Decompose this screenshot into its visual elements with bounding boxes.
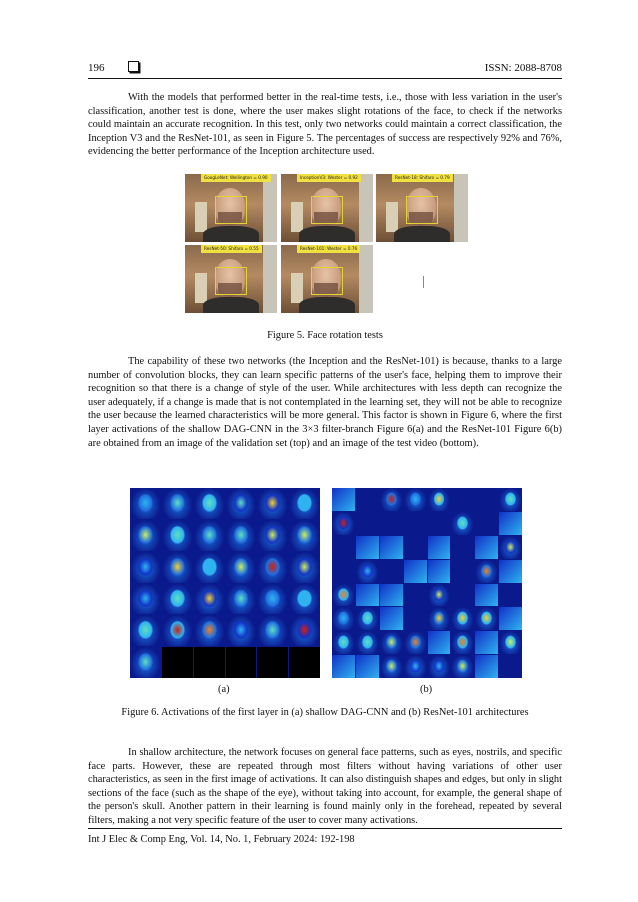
activation-tile: [332, 607, 355, 630]
activation-tile: [451, 584, 474, 607]
square-ornament-icon: [128, 61, 139, 72]
activation-tile: [451, 560, 474, 583]
activation-tile: [475, 607, 498, 630]
activation-tile: [162, 584, 193, 615]
activation-tile: [451, 536, 474, 559]
activation-tile: [404, 631, 427, 654]
issn-label: ISSN: 2088-8708: [484, 62, 562, 74]
activation-tile: [428, 655, 451, 678]
activation-tile: [130, 647, 161, 678]
subfigure-label-b: (b): [420, 684, 433, 695]
activation-tile: [380, 560, 403, 583]
face-thumb-2: [281, 174, 373, 242]
thumb-label: ResNet-101: Wester = 0.76: [297, 245, 360, 253]
activation-tile: [404, 560, 427, 583]
activation-tile: [356, 536, 379, 559]
activation-tile: [499, 536, 522, 559]
activation-tile: [428, 536, 451, 559]
activation-tile: [289, 615, 320, 646]
activation-tile: [404, 655, 427, 678]
activation-tile: [162, 615, 193, 646]
activation-tile: [451, 631, 474, 654]
activation-tile: [356, 512, 379, 535]
activation-tile: [499, 584, 522, 607]
paragraph-shallow-architecture: In shallow architecture, the network focuses on general face patterns, such as eyes, nostrils, and specific face parts. However, these are repeated through most filters without having variations of other user characteristics, as seen in the first image of activations. It can also distinguish shapes and edges, but only in slight sections of the face (such as the shape of the eye), without taking into account, for example, the general shape of the person's skull. Another pattern in their learning is found mainly only in the forehead, repeated by several filters, making a not very specific feature of the user to cover many activations.: [88, 747, 562, 826]
activation-tile: [226, 647, 257, 678]
activation-tile: [356, 631, 379, 654]
activation-tile: [404, 584, 427, 607]
thumb-label: InceptionV3: Wester = 0.92: [297, 174, 361, 182]
paragraph-rotation-test: With the models that performed better in the real-time tests, i.e., those with less variation in the user's classification, another test is done, where the user makes slight rotations of the face, to check if the networks could maintain an accurate recognition. In this test, only two networks could maintain a correct classification, the Inception V3 and the ResNet-101, as seen in Figure 5. The percentages of success are respectively 92% and 76%, evidencing the better performance of the Inception architecture used.: [88, 92, 562, 158]
activation-tile: [475, 488, 498, 511]
activation-tile: [380, 512, 403, 535]
header-rule: [88, 78, 562, 79]
figure-5-caption: Figure 5. Face rotation tests: [267, 330, 383, 341]
activation-tile: [130, 584, 161, 615]
activation-tile: [499, 560, 522, 583]
activation-tile: [289, 584, 320, 615]
activation-tile: [162, 488, 193, 519]
activation-tile: [499, 488, 522, 511]
activation-tile: [226, 584, 257, 615]
activation-tile: [380, 488, 403, 511]
activation-tile: [162, 552, 193, 583]
activation-tile: [451, 607, 474, 630]
activation-tile: [332, 512, 355, 535]
activation-tile: [428, 607, 451, 630]
activation-tile: [130, 488, 161, 519]
activation-tile: [475, 631, 498, 654]
activation-tile: [226, 615, 257, 646]
activation-tile: [257, 552, 288, 583]
activation-tile: [404, 607, 427, 630]
activation-tile: [380, 631, 403, 654]
activation-tile: [162, 520, 193, 551]
thumb-label: ResNet-50: Shifaro = 0.55: [201, 245, 262, 253]
activation-tile: [499, 655, 522, 678]
activation-tile: [356, 560, 379, 583]
activation-tile: [130, 552, 161, 583]
activation-tile: [289, 520, 320, 551]
activation-tile: [194, 584, 225, 615]
activation-tile: [356, 607, 379, 630]
activation-tile: [428, 631, 451, 654]
activation-tile: [451, 655, 474, 678]
activation-tile: [404, 488, 427, 511]
face-thumb-5: [281, 245, 373, 313]
activation-tile: [356, 584, 379, 607]
activation-tile: [194, 520, 225, 551]
activation-tile: [289, 647, 320, 678]
activation-tile: [226, 552, 257, 583]
activation-tile: [332, 631, 355, 654]
activation-tile: [332, 536, 355, 559]
page-number: 196: [88, 62, 105, 74]
activation-tile: [451, 512, 474, 535]
activation-tile: [428, 512, 451, 535]
activation-tile: [130, 520, 161, 551]
activation-tile: [194, 647, 225, 678]
activation-tile: [428, 488, 451, 511]
activation-tile: [499, 607, 522, 630]
activation-tile: [499, 631, 522, 654]
activation-tile: [499, 512, 522, 535]
activation-tile: [428, 584, 451, 607]
activation-tile: [380, 607, 403, 630]
activation-tile: [194, 488, 225, 519]
activation-grid-a: [130, 488, 320, 678]
paragraph-capability: The capability of these two networks (the Inception and the ResNet-101) is because, thanks to a large number of convolution blocks, they can learn specific patterns of the user's face, helping them to improve their recognition so that there is a change of style of the user. While architectures with less depth can recognize the user adequately, if a change is made that is not contemplated in the learning set, they will not be able to recognize the user because the learned characteristics will be more general. This factor is shown in Figure 6, where the first layer activations of the shallow DAG-CNN in the 3×3 filter-branch Figure 6(a) and the ResNet-101 Figure 6(b) are obtained from an image of the validation set (top) and an image of the test video (bottom).: [88, 356, 562, 449]
thumb-label: ResNet-18: Shifaro = 0.79: [392, 174, 453, 182]
activation-tile: [162, 647, 193, 678]
activation-grid-b: [332, 488, 522, 678]
activation-tile: [194, 615, 225, 646]
activation-tile: [226, 488, 257, 519]
text-cursor-mark: [423, 276, 424, 288]
activation-tile: [451, 488, 474, 511]
activation-tile: [257, 584, 288, 615]
activation-tile: [404, 512, 427, 535]
face-thumb-4: [185, 245, 277, 313]
activation-tile: [332, 560, 355, 583]
activation-tile: [475, 655, 498, 678]
page-header: [88, 60, 562, 78]
activation-tile: [257, 647, 288, 678]
activation-tile: [404, 536, 427, 559]
activation-tile: [380, 584, 403, 607]
activation-tile: [289, 488, 320, 519]
activation-tile: [332, 488, 355, 511]
activation-tile: [475, 584, 498, 607]
subfigure-label-a: (a): [218, 684, 230, 695]
activation-tile: [332, 584, 355, 607]
activation-tile: [380, 655, 403, 678]
activation-tile: [257, 520, 288, 551]
activation-tile: [475, 512, 498, 535]
footer-citation: Int J Elec & Comp Eng, Vol. 14, No. 1, February 2024: 192-198: [88, 834, 355, 845]
activation-tile: [356, 488, 379, 511]
activation-tile: [130, 615, 161, 646]
figure-6-caption: Figure 6. Activations of the first layer in (a) shallow DAG-CNN and (b) ResNet-101 architectures: [121, 707, 529, 718]
activation-tile: [356, 655, 379, 678]
face-thumb-3: [376, 174, 468, 242]
activation-tile: [289, 552, 320, 583]
activation-tile: [475, 560, 498, 583]
activation-tile: [380, 536, 403, 559]
thumb-label: GoogLeNet: Wellington = 0.90: [201, 174, 271, 182]
activation-tile: [332, 655, 355, 678]
activation-tile: [226, 520, 257, 551]
activation-tile: [475, 536, 498, 559]
face-thumb-1: [185, 174, 277, 242]
activation-tile: [428, 560, 451, 583]
footer-rule: [88, 828, 562, 829]
activation-tile: [257, 615, 288, 646]
activation-tile: [257, 488, 288, 519]
activation-tile: [194, 552, 225, 583]
